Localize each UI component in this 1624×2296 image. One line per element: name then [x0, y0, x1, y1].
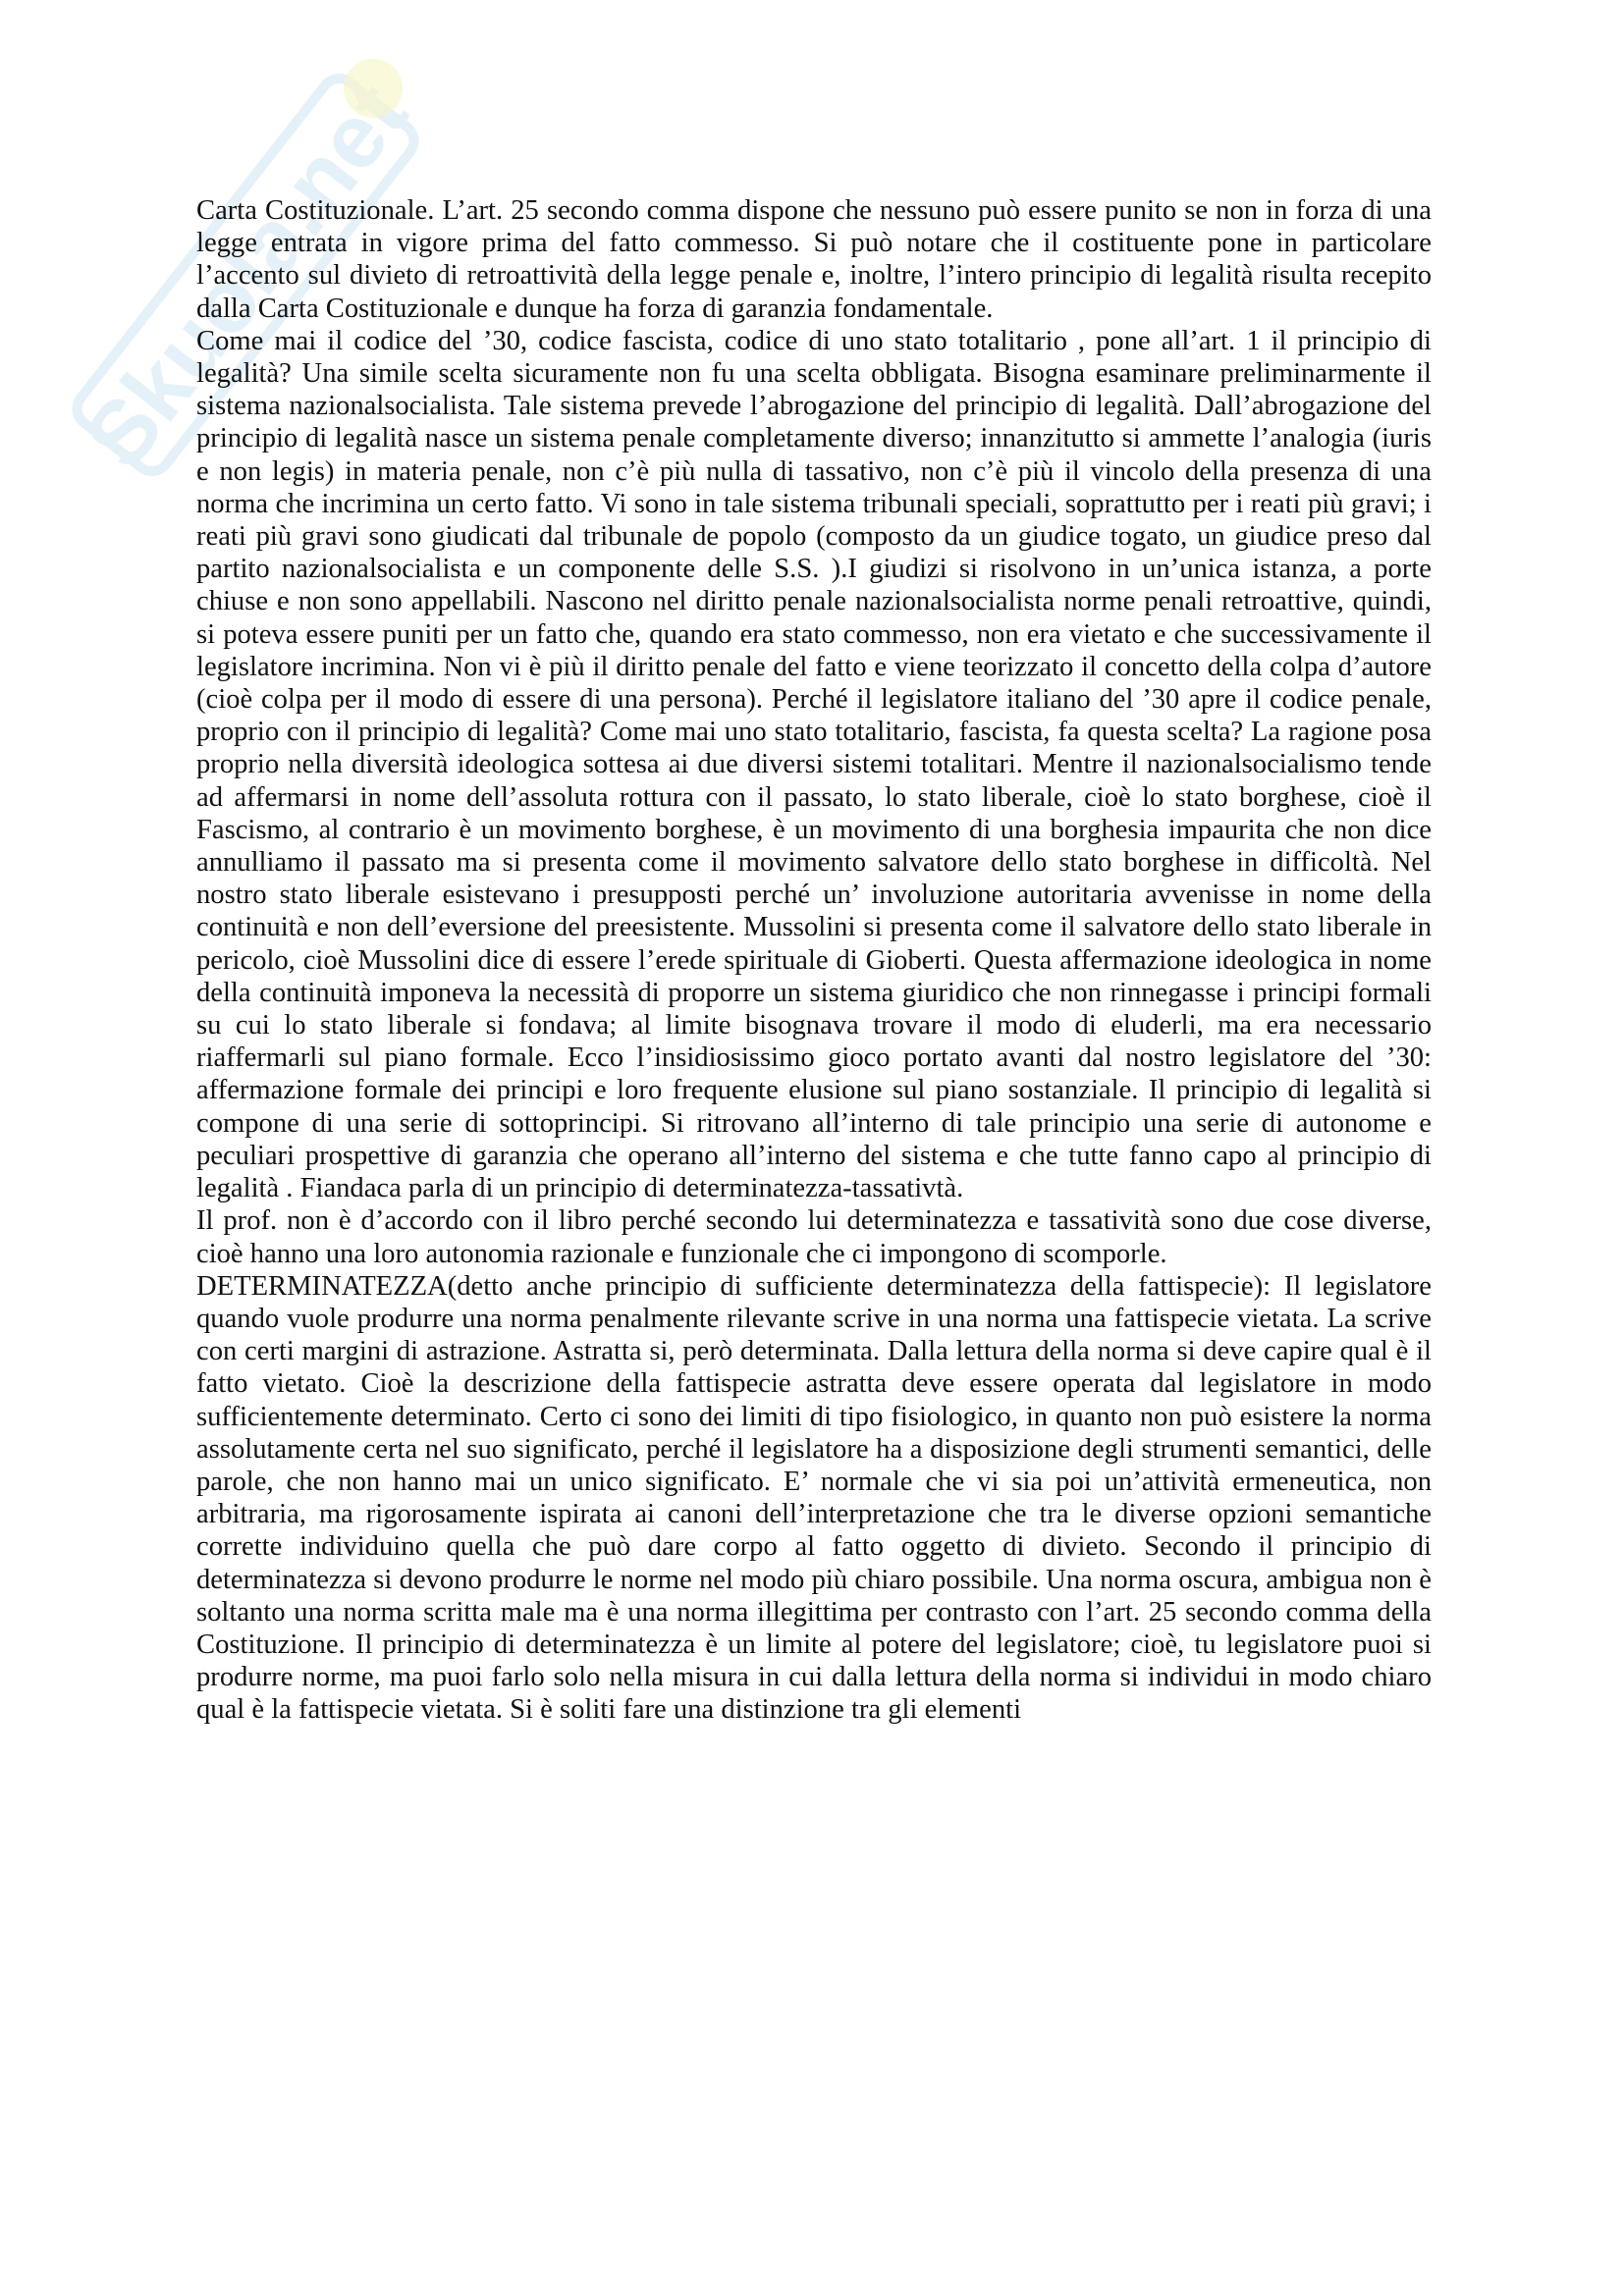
- paragraph-4: DETERMINATEZZA(detto anche principio di sufficiente determinatezza della fattispecie): Il legislatore quando vuole produrre una norma penalmente rilevante scrive in una norma una fattispecie vietata. La scrive con certi margini di astrazione. Astratta si, però determinata. Dalla lettura della norma si deve capire qual è il fatto vietato. Cioè la descrizione della fattispecie astratta deve essere operata dal legislatore in modo sufficientemente determinato. Certo ci sono dei limiti di tipo fisiologico, in quanto non può esistere la norma assolutamente certa nel suo significato, perché il legislatore ha a disposizione degli strumenti semantici, delle parole, che non hanno mai un unico significato. E’ normale che vi sia poi un’attività ermeneutica, non arbitraria, ma rigorosamente ispirata ai canoni dell’interpretazione che tra le diverse opzioni semantiche corrette individuino quella che può dare corpo al fatto oggetto di divieto. Secondo il principio di determinatezza si devono produrre le norme nel modo più chiaro possibile. Una norma oscura, ambigua non è soltanto una norma scritta male ma è una norma illegittima per contrasto con l’art. 25 secondo comma della Costituzione. Il principio di determinatezza è un limite al potere del legislatore; cioè, tu legislatore puoi si produrre norme, ma puoi farlo solo nella misura in cui dalla lettura della norma si individui in modo chiaro qual è la fattispecie vietata. Si è soliti fare una distinzione tra gli elementi: [196, 1270, 1432, 1726]
- paragraph-1: Carta Costituzionale. L’art. 25 secondo comma dispone che nessuno può essere punito se non in forza di una legge entrata in vigore prima del fatto commesso. Si può notare che il costituente pone in particolare l’accento sul divieto di retroattività della legge penale e, inoltre, l’intero principio di legalità risulta recepito dalla Carta Costituzionale e dunque ha forza di garanzia fondamentale.: [196, 195, 1432, 324]
- document-body: [196, 194, 1432, 1727]
- paragraph-2: Come mai il codice del ’30, codice fascista, codice di uno stato totalitario , pone all’art. 1 il principio di legalità? Una simile scelta sicuramente non fu una scelta obbligata. Bisogna esaminare preliminarmente il sistema nazionalsocialista. Tale sistema prevede l’abrogazione del principio di legalità. Dall’abrogazione del principio di legalità nasce un sistema penale completamente diverso; innanzitutto si ammette l’analogia (iuris e non legis) in materia penale, non c’è più nulla di tassativo, non c’è più il vincolo della presenza di una norma che incrimina un certo fatto. Vi sono in tale sistema tribunali speciali, soprattutto per i reati più gravi; i reati più gravi sono giudicati dal tribunale de popolo (composto da un giudice togato, un giudice preso dal partito nazionalsocialista e un componente delle S.S. ).I giudizi si risolvono in un’unica istanza, a porte chiuse e non sono appellabili. Nascono nel diritto penale nazionalsocialista norme penali retroattive, quindi, si poteva essere puniti per un fatto che, quando era stato commesso, non era vietato e che successivamente il legislatore incrimina. Non vi è più il diritto penale del fatto e viene teorizzato il concetto della colpa d’autore (cioè colpa per il modo di essere di una persona). Perché il legislatore italiano del ’30 apre il codice penale, proprio con il principio di legalità? Come mai uno stato totalitario, fascista, fa questa scelta? La ragione posa proprio nella diversità ideologica sottesa ai due diversi sistemi totalitari. Mentre il nazionalsocialismo tende ad affermarsi in nome dell’assoluta rottura con il passato, lo stato liberale, cioè lo stato borghese, cioè il Fascismo, al contrario è un movimento borghese, è un movimento di una borghesia impaurita che non dice annulliamo il passato ma si presenta come il movimento salvatore dello stato borghese in difficoltà. Nel nostro stato liberale esistevano i presupposti perché un’ involuzione autoritaria avvenisse in nome della continuità e non dell’eversione del preesistente. Mussolini si presenta come il salvatore dello stato liberale in pericolo, cioè Mussolini dice di essere l’erede spirituale di Gioberti. Questa affermazione ideologica in nome della continuità imponeva la necessità di proporre un sistema giuridico che non rinnegasse i principi formali su cui lo stato liberale si fondava; al limite bisognava trovare il modo di eluderli, ma era necessario riaffermarli sul piano formale. Ecco l’insidiosissimo gioco portato avanti dal nostro legislatore del ’30: affermazione formale dei principi e loro frequente elusione sul piano sostanziale. Il principio di legalità si compone di una serie di sottoprincipi. Si ritrovano all’interno di tale principio una serie di autonome e peculiari prospettive di garanzia che operano all’interno del sistema e che tutte fanno capo al principio di legalità . Fiandaca parla di un principio di determinatezza-tassativtà.: [196, 325, 1432, 1204]
- watermark-text: Skuola.net: [66, 64, 427, 487]
- paragraph-3: Il prof. non è d’accordo con il libro perché secondo lui determinatezza e tassatività sono due cose diverse, cioè hanno una loro autonomia razionale e funzionale che ci impongono di scomporle.: [196, 1205, 1432, 1269]
